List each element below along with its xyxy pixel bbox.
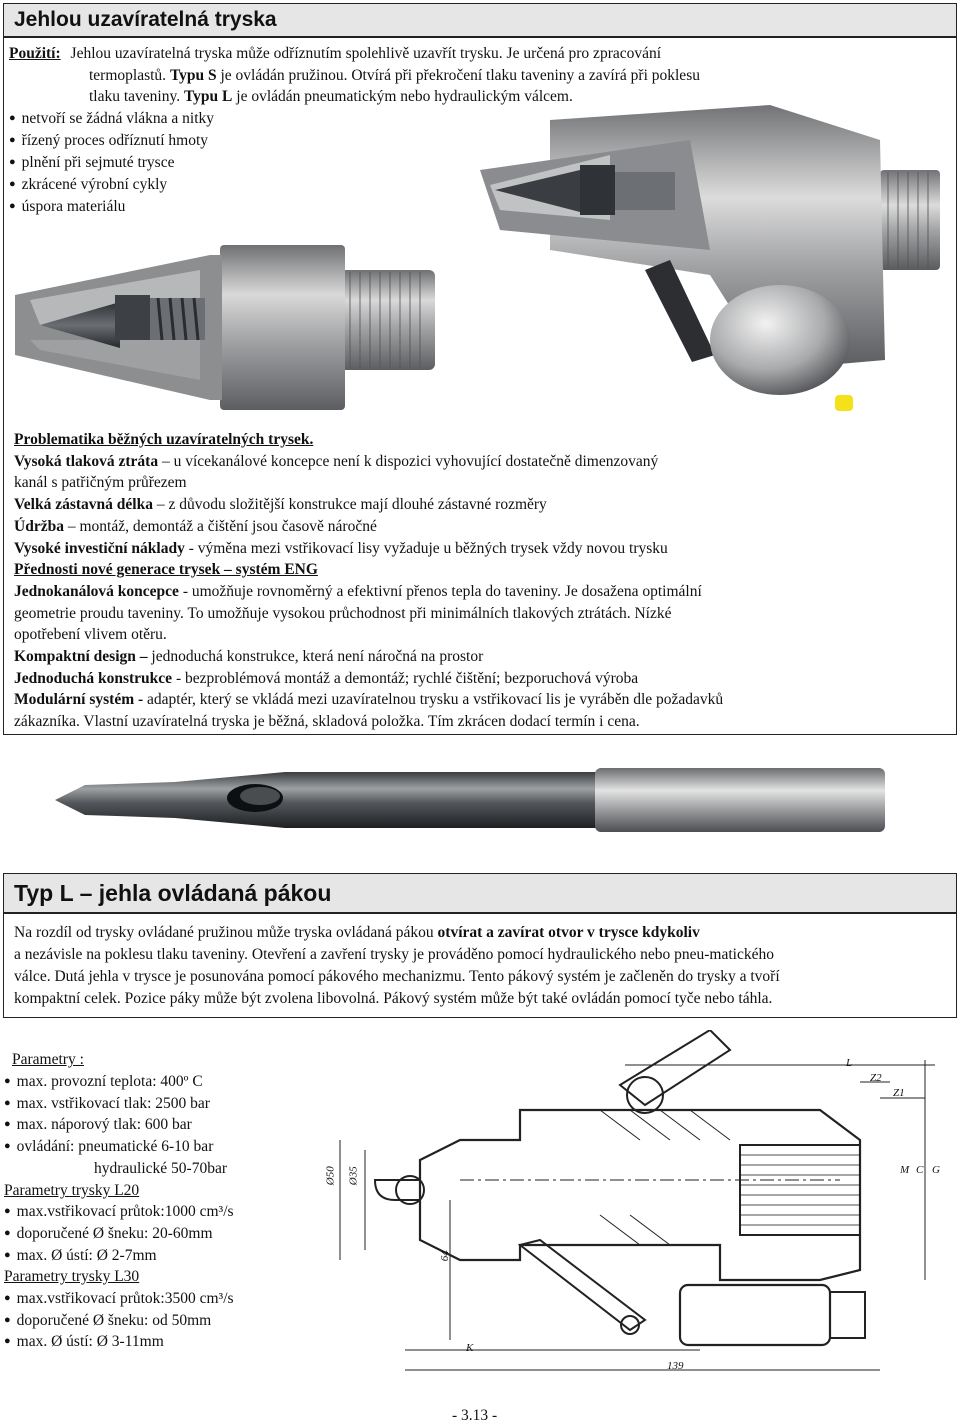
advantage-1-cont: geometrie proudu taveniny. To umožňuje vysokou průchodnost při minimálních tlakových ztrátách. Nízké <box>14 605 672 622</box>
nozzle-photo-spring <box>10 240 440 420</box>
l30-item: ● max. Ø ústí: Ø 3-11mm <box>4 1331 164 1355</box>
advantages-heading: Přednosti nové generace trysek – systém ENG <box>14 561 318 578</box>
advantage-1: Jednokanálová koncepce - umožňuje rovnoměrný a efektivní přenos tepla do taveniny. Je dosažena optimální <box>14 583 702 600</box>
l20-item: ● max.vstřikovací průtok:1000 cm³/s <box>4 1201 234 1225</box>
use-line1: Jehlou uzavíratelná tryska může odříznutím spolehlivě uzavřít trysku. Je určená pro zpracování <box>70 45 662 62</box>
problem-2: Velká zástavná délka – z důvodu složitější konstrukce mají dlouhé zástavné rozměry <box>14 496 547 513</box>
drawing-label: Ø35 <box>347 1166 360 1186</box>
nozzle-photo-lever <box>440 100 950 420</box>
problem-1-cont: kanál s patřičným průřezem <box>14 474 187 491</box>
l30-item: ● max.vstřikovací průtok:3500 cm³/s <box>4 1288 234 1312</box>
l20-item: ● doporučené Ø šneku: 20-60mm <box>4 1223 213 1247</box>
lever-line2: a nezávisle na poklesu tlaku taveniny. Otevření a zavření trysky je prováděno pomocí hydraulického nebo pneu-matického <box>14 946 774 963</box>
lever-line3: válce. Dutá jehla v trysce je posunována pomocí pákového mechanizmu. Tento pákový systém je začleněn do trysky a tvoří <box>14 968 780 985</box>
l30-item: ● doporučené Ø šneku: od 50mm <box>4 1310 211 1334</box>
drawing-label: Z2 <box>870 1072 882 1084</box>
use-line2: termoplastů. Typu S je ovládán pružinou. Otvírá při překročení tlaku taveniny a zavírá při poklesu <box>89 67 700 84</box>
drawing-label: L <box>846 1057 853 1069</box>
use-text <box>9 43 661 65</box>
bullet-item: ● úspora materiálu <box>9 196 125 220</box>
drawing-label: K <box>466 1342 474 1354</box>
lever-line4: kompaktní celek. Pozice páky může být zvolena libovolná. Pákový systém může být také ovládán pomocí tyče nebo táhla. <box>14 990 773 1007</box>
problem-1: Vysoká tlaková ztráta – u vícekanálové koncepce není k dispozici vyhovující dostatečně dimenzovaný <box>14 453 659 470</box>
param-hydraulic: hydraulické 50-70bar <box>94 1160 227 1177</box>
technical-drawing <box>300 1030 950 1375</box>
drawing-label: Z1 <box>893 1087 905 1099</box>
drawing-label: G <box>932 1164 940 1176</box>
drawing-label: 139 <box>667 1360 684 1372</box>
section-title-nozzle: Jehlou uzavíratelná tryska <box>3 3 957 37</box>
l30-heading: Parametry trysky L30 <box>4 1268 140 1285</box>
advantage-2: Kompaktní design – jednoduchá konstrukce, která není náročná na prostor <box>14 648 484 665</box>
param-item: ● max. provozní teplota: 400º C <box>4 1071 203 1095</box>
bullet-item: ● netvoří se žádná vlákna a nitky <box>9 108 214 132</box>
advantage-4: Modulární systém - adaptér, který se vkládá mezi uzavíratelnou trysku a vstřikovací lis je vyráběn dle požadavků <box>14 691 724 708</box>
page-number: - 3.13 - <box>452 1407 498 1424</box>
param-item: ● max. náporový tlak: 600 bar <box>4 1114 192 1138</box>
advantage-1-cont2: opotřebení vlivem otěru. <box>14 626 167 643</box>
problems-heading: Problematika běžných uzavíratelných trysek. <box>14 431 314 448</box>
advantage-4-cont: zákazníka. Vlastní uzavíratelná tryska je běžná, skladová položka. Tím zkrácen dodací termín i cena. <box>14 713 640 730</box>
bullet-item: ● řízený proces odříznutí hmoty <box>9 130 208 154</box>
needle-photo <box>55 760 895 840</box>
bullet-item: ● plnění při sejmuté trysce <box>9 152 174 176</box>
param-item: ● max. vstřikovací tlak: 2500 bar <box>4 1093 210 1117</box>
drawing-label: Ø50 <box>324 1166 337 1186</box>
problem-4: Vysoké investiční náklady - výměna mezi vstřikovací lisy vyžaduje u běžných trysek vždy novou trysku <box>14 540 668 557</box>
l20-item: ● max. Ø ústí: Ø 2-7mm <box>4 1245 157 1269</box>
use-label: Použití: <box>9 45 61 62</box>
advantage-3: Jednoduchá konstrukce - bezproblémová montáž a demontáž; rychlé čištění; bezporuchová výroba <box>14 670 639 687</box>
lever-line1: Na rozdíl od trysky ovládané pružinou může tryska ovládaná pákou otvírat a zavírat otvor v trysce kdykoliv <box>14 924 700 941</box>
drawing-label: M <box>900 1164 910 1176</box>
use-line3: tlaku taveniny. Typu L je ovládán pneumatickým nebo hydraulickým válcem. <box>89 88 573 105</box>
param-item: ● ovládání: pneumatické 6-10 bar <box>4 1136 213 1160</box>
bullet-item: ● zkrácené výrobní cykly <box>9 174 167 198</box>
params-heading: Parametry : <box>12 1051 84 1068</box>
l20-heading: Parametry trysky L20 <box>4 1182 140 1199</box>
drawing-label: C <box>916 1164 924 1176</box>
drawing-label: 64 <box>438 1250 451 1262</box>
problem-3: Údržba – montáž, demontáž a čištění jsou časově náročné <box>14 518 377 535</box>
section-title-lever: Typ L – jehla ovládaná pákou <box>3 873 957 913</box>
